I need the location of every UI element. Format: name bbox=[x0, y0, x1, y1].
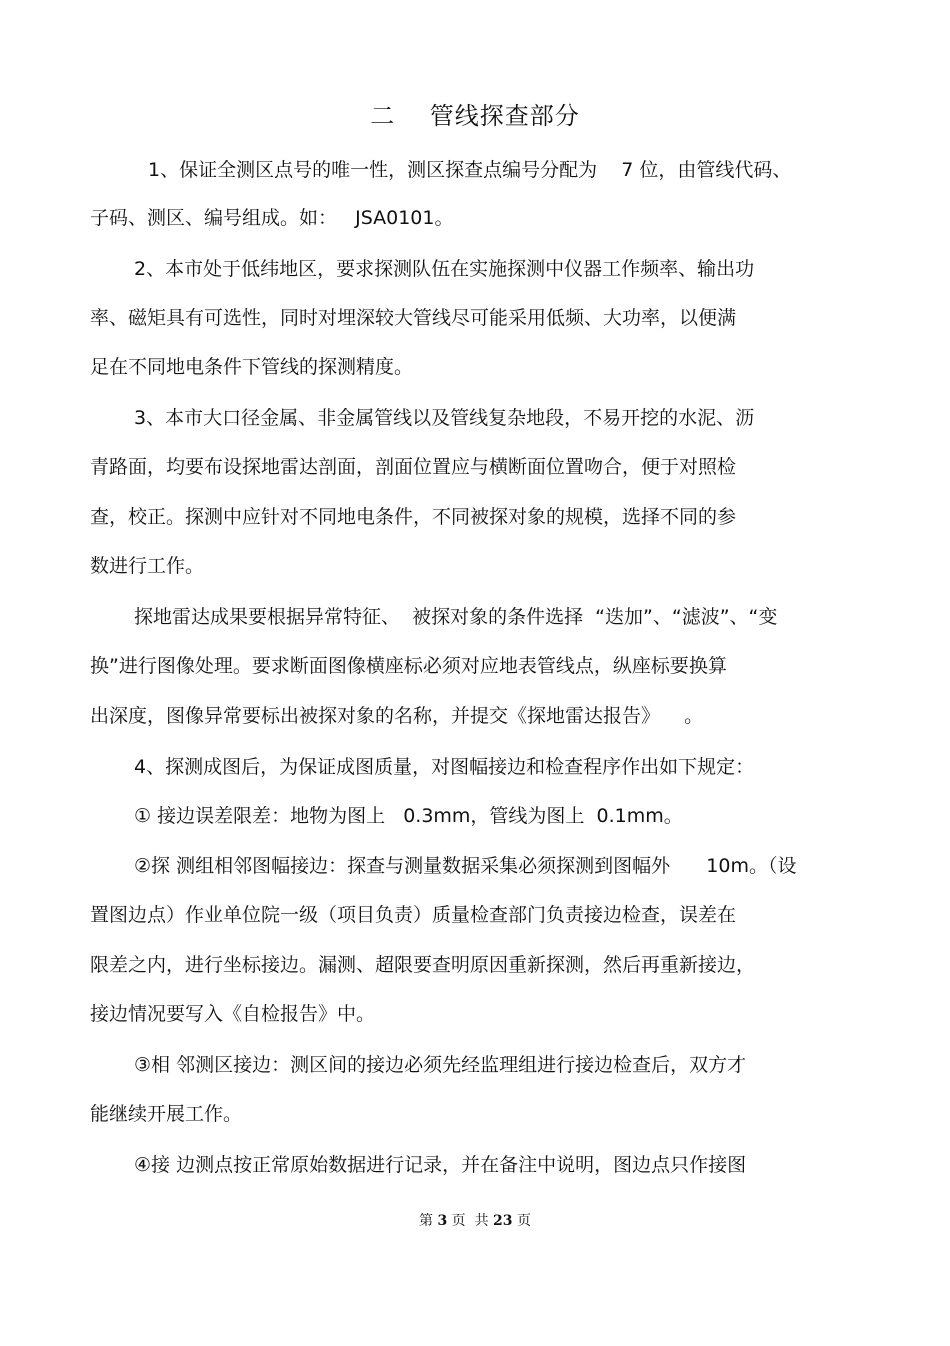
paragraph-line: ① 接边误差限差：地物为图上 0.3mm，管线为图上 0.1mm。 bbox=[134, 805, 683, 827]
paragraph-line: 出深度，图像异常要标出被探对象的名称，并提交《探地雷达报告》 。 bbox=[90, 705, 704, 727]
paragraph-line: 查，校正。探测中应针对不同地电条件，不同被探对象的规模，选择不同的参 bbox=[90, 506, 737, 528]
paragraph-line: 探地雷达成果要根据异常特征、 被探对象的条件选择 “迭加”、“滤波”、“变 bbox=[134, 606, 778, 628]
paragraph-line: 能继续开展工作。 bbox=[90, 1103, 243, 1125]
paragraph-line: 2、本市处于低纬地区，要求探测队伍在实施探测中仪器工作频率、输出功 bbox=[134, 258, 755, 280]
paragraph-line: ②探 测组相邻图幅接边：探查与测量数据采集必须探测到图幅外 10m。（设 bbox=[134, 855, 797, 877]
paragraph-line: 青路面，均要布设探地雷达剖面，剖面位置应与横断面位置吻合，便于对照检 bbox=[90, 456, 737, 478]
footer-middle: 页 共 bbox=[447, 1213, 494, 1229]
footer-page-number: 3 bbox=[437, 1213, 448, 1229]
paragraph-line: 率、磁矩具有可选性，同时对埋深较大管线尽可能采用低频、大功率，以便满 bbox=[90, 307, 737, 329]
paragraph-line: 换”进行图像处理。要求断面图像横座标必须对应地表管线点，纵座标要换算 bbox=[90, 655, 727, 677]
section-title: 二 管线探查部分 bbox=[370, 102, 580, 130]
paragraph-line: 数进行工作。 bbox=[90, 555, 205, 577]
paragraph-line: 接边情况要写入《自检报告》中。 bbox=[90, 1003, 376, 1025]
paragraph-line: 3、本市大口径金属、非金属管线以及管线复杂地段，不易开挖的水泥、沥 bbox=[134, 407, 755, 429]
paragraph-line: 限差之内，进行坐标接边。漏测、超限要查明原因重新探测，然后再重新接边， bbox=[90, 954, 756, 976]
paragraph-line: ③相 邻测区接边：测区间的接边必须先经监理组进行接边检查后，双方才 bbox=[134, 1054, 747, 1076]
paragraph-line: ④接 边测点按正常原始数据进行记录，并在备注中说明，图边点只作接图 bbox=[134, 1154, 747, 1176]
paragraph-line: 子码、测区、编号组成。如： JSA0101。 bbox=[90, 207, 454, 229]
page-footer bbox=[0, 1210, 950, 1230]
footer-suffix: 页 bbox=[512, 1213, 531, 1229]
paragraph-line: 足在不同地电条件下管线的探测精度。 bbox=[90, 356, 414, 378]
paragraph-line: 1、保证全测区点号的唯一性，测区探查点编号分配为 7 位，由管线代码、 bbox=[148, 159, 792, 181]
paragraph-line: 置图边点）作业单位院一级（项目负责）质量检查部门负责接边检查，误差在 bbox=[90, 904, 737, 926]
paragraph-line: 4、探测成图后，为保证成图质量，对图幅接边和检查程序作出如下规定： bbox=[134, 756, 755, 778]
footer-total-pages: 23 bbox=[493, 1213, 513, 1229]
footer-prefix: 第 bbox=[419, 1213, 438, 1229]
